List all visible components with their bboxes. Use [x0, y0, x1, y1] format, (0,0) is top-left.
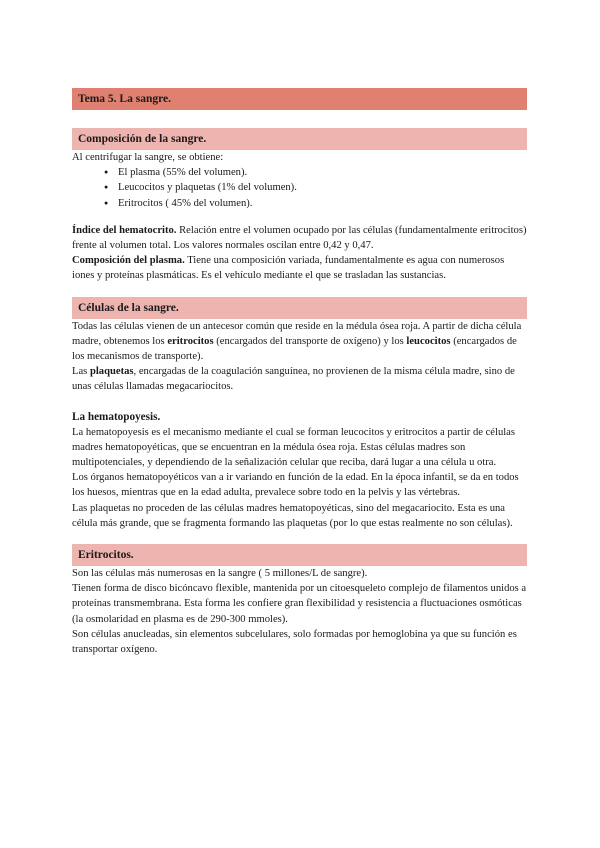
- term: Composición del plasma.: [72, 255, 185, 267]
- list-item: ● Leucocitos y plaquetas (1% del volumen).: [104, 180, 527, 195]
- paragraph-plasma: Composición del plasma. Tiene una composición variada, fundamentalmente es agua con numerosos iones y proteínas plasmáticas. Es el vehículo mediante el que se trasladan las sustancias.: [72, 255, 505, 282]
- document-title: Tema 5. La sangre.: [72, 88, 527, 110]
- section-heading-celulas: Células de la sangre.: [72, 297, 527, 319]
- term: Índice del hematocrito.: [72, 224, 177, 236]
- list-item: ● El plasma (55% del volumen).: [104, 165, 527, 180]
- section-heading-eritrocitos: Eritrocitos.: [72, 544, 527, 566]
- paragraph: La hematopoyesis es el mecanismo mediante el cual se forman leucocitos y eritrocitos a partir de células madres hematopoyéticas, que se encuentran en la médula ósea roja. Estas células madres son multipotenciales, y dependiendo de la señalización celular que reciba, dará lugar a una célula u otra.: [72, 426, 516, 469]
- bullet-list: [72, 165, 527, 211]
- paragraph: Son células anucleadas, sin elementos subcelulares, solo formadas por hemoglobina ya que su función es transportar oxígeno.: [72, 628, 517, 656]
- paragraph: Las plaquetas no proceden de las células madres hematopoyéticas, sino del megacariocito. Esta es una célula más grande, que se fragmenta formando las plaquetas (por lo que estas realmente no son células).: [72, 502, 513, 529]
- paragraph: Las plaquetas, encargadas de la coagulación sanguínea, no provienen de la misma célula madre, sino de unas células llamadas megacariocitos.: [72, 366, 515, 393]
- paragraph: Todas las células vienen de un antecesor común que reside en la médula ósea roja. A partir de dicha célula madre, obtenemos los eritrocitos (encargados del transporte de oxígeno) y los leucocitos (encargados de los mecanismos de transporte).: [72, 320, 522, 363]
- paragraph: Los órganos hematopoyéticos van a ir variando en función de la edad. En la época infantil, se da en todos los huesos, mientras que en la edad adulta, prevalece sobre todo en la pelvis y las vértebras.: [72, 472, 519, 499]
- subheading-hematopoyesis: La hematopoyesis.: [72, 410, 161, 423]
- paragraph: Al centrifugar la sangre, se obtiene:: [72, 152, 224, 163]
- section-heading-composicion: Composición de la sangre.: [72, 128, 527, 150]
- document-page: [72, 88, 527, 657]
- paragraph-hematocrito: Índice del hematocrito. Relación entre el volumen ocupado por las células (fundamentalmente eritrocitos) frente al volumen total. Los valores normales oscilan entre 0,42 y 0,47.: [72, 224, 527, 252]
- list-item: ● Eritrocitos ( 45% del volumen).: [104, 196, 527, 211]
- paragraph: Tienen forma de disco bicóncavo flexible, mantenida por un citoesqueleto complejo de filamentos unidos a proteínas transmembrana. Esta forma les confiere gran flexibilidad y resistencia a fluctuaciones osmóticas (la osmolaridad en plasma es de 290-300 mmoles).: [72, 583, 527, 625]
- paragraph: Son las células más numerosas en la sangre ( 5 millones/L de sangre).: [72, 568, 368, 580]
